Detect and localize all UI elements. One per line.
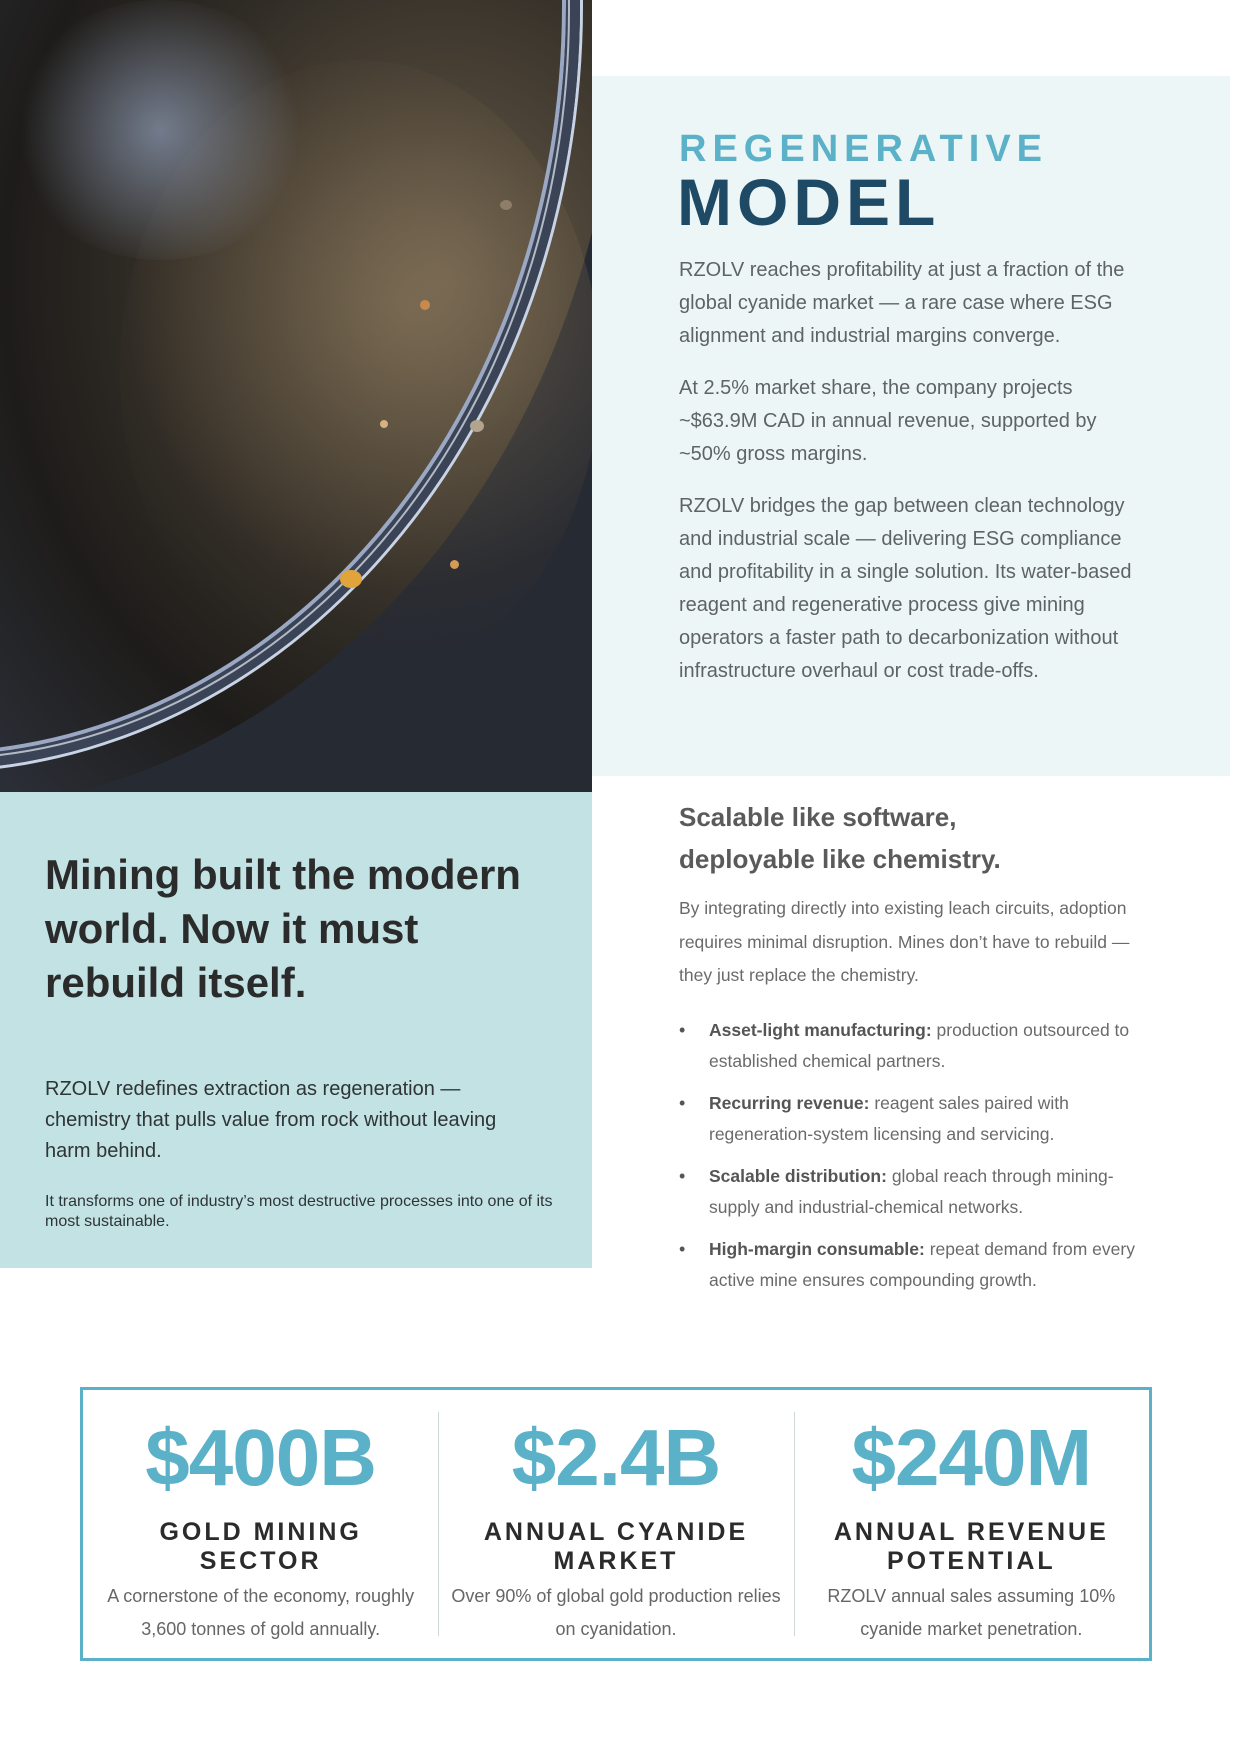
stat-cyanide-market: [438, 1390, 793, 1658]
stat-value: $400B: [145, 1413, 377, 1502]
heading-line: deployable like chemistry.: [679, 844, 1001, 874]
heading-line: Scalable like software,: [679, 802, 957, 832]
paragraph: RZOLV bridges the gap between clean technology and industrial scale — delivering ESG compliance and profitability in a single solution. Its water-based reagent and regenerative process give mining operators a faster path to decarbonization without infrastructure overhaul or cost trade-offs.: [679, 495, 1132, 682]
mining-panel: [0, 792, 592, 1268]
stat-description: A cornerstone of the economy, roughly 3,600 tonnes of gold annually.: [107, 1586, 415, 1639]
bullet-label: Scalable distribution:: [709, 1165, 887, 1186]
stat-revenue-potential: [794, 1390, 1149, 1658]
scalable-section: [679, 796, 1149, 1307]
sand-grain: [500, 200, 512, 210]
stat-label: [83, 1518, 438, 1576]
gold-flake: [340, 570, 362, 588]
list-item: [679, 1161, 1149, 1224]
list-item: [679, 1088, 1149, 1151]
label-line: ANNUAL REVENUE: [833, 1518, 1109, 1546]
stat-label: [794, 1518, 1149, 1576]
bullet-label: Asset-light manufacturing:: [709, 1019, 932, 1040]
label-line: POTENTIAL: [886, 1547, 1056, 1575]
bullet-text: production outsourced to established chemical partners.: [709, 1019, 1130, 1071]
stat-value: $2.4B: [511, 1413, 721, 1502]
bullet-label: High-margin consumable:: [709, 1238, 925, 1259]
regenerative-body: [679, 254, 1149, 707]
paragraph: At 2.5% market share, the company projects ~$63.9M CAD in annual revenue, supported by ~50% gross margins.: [679, 377, 1097, 465]
bullet-text: reagent sales paired with regeneration-system licensing and servicing.: [709, 1092, 1069, 1144]
label-line: ANNUAL CYANIDE: [483, 1518, 749, 1546]
bullet-text: global reach through mining-supply and industrial-chemical networks.: [709, 1165, 1114, 1217]
gold-pan-photo: [0, 0, 592, 792]
regenerative-model-panel: [592, 76, 1230, 776]
stat-description: RZOLV annual sales assuming 10% cyanide market penetration.: [827, 1586, 1116, 1639]
bullet-label: Recurring revenue:: [709, 1092, 870, 1113]
label-line: MARKET: [553, 1547, 679, 1575]
scalable-body: By integrating directly into existing leach circuits, adoption requires minimal disruption. Mines don’t have to rebuild — they just replace the chemistry.: [679, 898, 1130, 985]
sand-grain: [420, 300, 430, 310]
section-title: MODEL: [677, 165, 941, 239]
mining-body: RZOLV redefines extraction as regeneration — chemistry that pulls value from rock without leaving harm behind.: [45, 1078, 497, 1162]
stat-label: [438, 1518, 793, 1576]
mining-headline: Mining built the modern world. Now it must rebuild itself.: [45, 851, 521, 1006]
section-kicker: REGENERATIVE: [679, 128, 1049, 170]
paragraph: RZOLV reaches profitability at just a fraction of the global cyanide market — a rare case where ESG alignment and industrial margins converge.: [679, 259, 1125, 347]
sand-grain: [380, 420, 388, 428]
scalable-heading: [679, 796, 1149, 880]
sand-grain: [450, 560, 459, 569]
stat-value: $240M: [851, 1413, 1092, 1502]
label-line: GOLD MINING: [159, 1518, 362, 1546]
sand-grain: [470, 420, 484, 432]
stat-description: Over 90% of global gold production relies on cyanidation.: [451, 1586, 781, 1639]
list-item: [679, 1234, 1149, 1297]
stat-gold-mining: [83, 1390, 438, 1658]
list-item: [679, 1015, 1149, 1078]
bullet-text: repeat demand from every active mine ensures compounding growth.: [709, 1238, 1135, 1290]
mining-note: It transforms one of industry’s most destructive processes into one of its most sustainable.: [45, 1193, 553, 1230]
market-stats-box: [80, 1387, 1152, 1661]
label-line: SECTOR: [199, 1547, 322, 1575]
benefits-list: [679, 1015, 1149, 1297]
